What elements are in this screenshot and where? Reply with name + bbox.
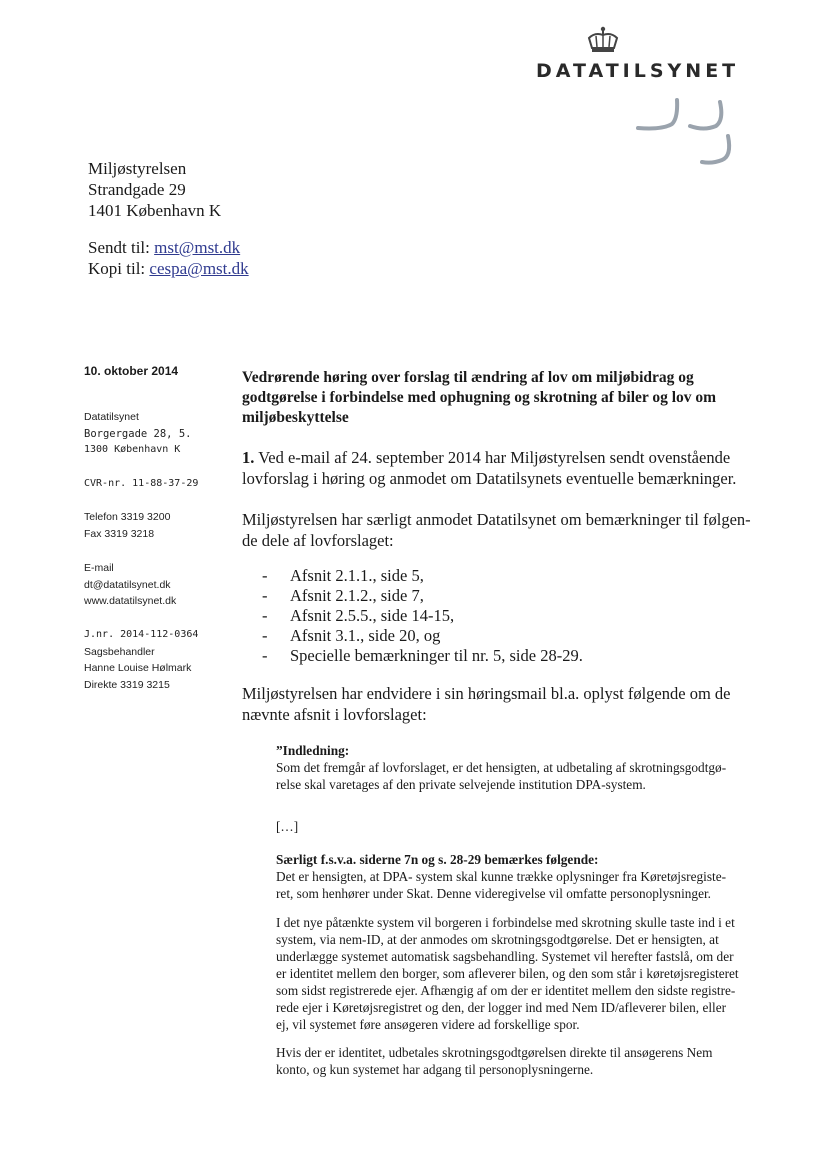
crown-logo-icon [585, 26, 621, 56]
letter-subject [242, 368, 762, 428]
case-direct-phone: Direkte 3319 3215 [84, 678, 170, 691]
list-dash: - [262, 606, 268, 625]
recipient-name: Miljøstyrelsen [88, 159, 187, 178]
quote-line: Det er hensigten, at DPA- system skal kunne trække oplysninger fra Køretøjsregiste- [276, 869, 727, 884]
quote-line: konto, og kun systemet har adgang til personoplysningerne. [276, 1062, 594, 1077]
quote-line: system, via nem-ID, at der anmodes om skrotningsgodtgørelse. Det er hensigten, at [276, 932, 719, 947]
sender-email-label: E-mail [84, 562, 114, 574]
sender-phone: Telefon 3319 3200 [84, 511, 171, 523]
case-info-block [84, 627, 198, 693]
sent-email-link[interactable]: mst@mst.dk [154, 238, 241, 257]
subject-line-2: godtgørelse i forbindelse med ophugning og skrotning af biler og lov om [242, 389, 717, 406]
sender-org: Datatilsynet [84, 411, 139, 423]
p3-line-1: Miljøstyrelsen har endvidere i sin høringsmail bl.a. oplyst følgende om de [242, 684, 731, 703]
quote-line: ret, som henhører under Skat. Denne videregivelse vil omfatte personoplysninger. [276, 886, 711, 901]
quote-line: relse skal varetages af den private selvejende institution DPA-system. [276, 777, 646, 792]
list-item-text: Specielle bemærkninger til nr. 5, side 28-29. [290, 646, 583, 665]
sender-web: www.datatilsynet.dk [84, 595, 177, 607]
sender-address [84, 409, 191, 459]
quote-line: Hvis der er identitet, udbetales skrotningsgodtgørelsen direkte til ansøgerens Nem [276, 1045, 713, 1060]
p2-line-1: Miljøstyrelsen har særligt anmodet Datatilsynet om bemærkninger til følgen- [242, 510, 751, 529]
recipient-street: Strandgade 29 [88, 180, 186, 199]
list-item-text: Afsnit 3.1., side 20, og [290, 626, 441, 645]
paragraph-2 [242, 510, 762, 551]
p1-line-1: Ved e-mail af 24. september 2014 har Miljøstyrelsen sendt ovenstående [258, 448, 731, 467]
sender-fax: Fax 3319 3218 [84, 527, 155, 540]
quote-intro [276, 742, 766, 793]
quote-ellipsis: […] [276, 819, 299, 834]
list-dash: - [262, 646, 268, 665]
sender-contact-block [84, 560, 176, 610]
list-dash: - [262, 566, 268, 585]
paragraph-3 [242, 684, 762, 725]
copy-label: Kopi til: [88, 259, 146, 278]
p1-line-2: lovforslag i høring og anmodet om Datatilsynets eventuelle bemærkninger. [242, 468, 737, 488]
quote-special [276, 851, 766, 902]
sender-street: Borgergade 28, 5. [84, 427, 192, 440]
list-item [262, 646, 583, 666]
recipient-address [88, 158, 221, 221]
quote-line: I det nye påtænkte system vil borgeren i forbindelse med skrotning skulle taste ind i et [276, 915, 735, 930]
quote-line: som sidst registrerede ejer. Afhængig af om der er identitet mellem den sidste registre- [276, 983, 736, 998]
list-item [262, 606, 583, 626]
case-number: J.nr. 2014-112-0364 [84, 629, 199, 640]
section-list [262, 566, 583, 666]
case-handler-label: Sagsbehandler [84, 645, 155, 658]
list-item [262, 626, 583, 646]
sent-block [88, 237, 249, 279]
p2-line-2: de dele af lovforslaget: [242, 530, 394, 550]
sent-label: Sendt til: [88, 238, 150, 257]
list-item-text: Afsnit 2.1.1., side 5, [290, 566, 424, 585]
paragraph-number: 1. [242, 448, 255, 467]
list-dash: - [262, 626, 268, 645]
letter-date: 10. oktober 2014 [84, 364, 179, 378]
sender-phone-block [84, 509, 170, 542]
subject-line-3: miljøbeskyttelse [242, 409, 349, 426]
case-handler-name: Hanne Louise Hølmark [84, 662, 192, 674]
sender-email: dt@datatilsynet.dk [84, 578, 171, 591]
copy-email-link[interactable]: cespa@mst.dk [149, 259, 249, 278]
list-item [262, 586, 583, 606]
list-dash: - [262, 586, 268, 605]
recipient-city: 1401 København K [88, 201, 222, 220]
subject-line-1: Vedrørende høring over forslag til ændring af lov om miljøbidrag og [242, 369, 694, 386]
quote-identity [276, 1044, 766, 1078]
quote-system [276, 914, 766, 1033]
paragraph-1 [242, 448, 762, 489]
list-item [262, 566, 583, 586]
handwritten-marks-icon [632, 96, 742, 176]
quote-line: ej, vil systemet føre ansøgeren videre ad forskellige spor. [276, 1017, 580, 1032]
sender-city: 1300 København K [84, 444, 181, 455]
p3-line-2: nævnte afsnit i lovforslaget: [242, 704, 427, 724]
quote-line: rede ejer i Køretøjsregistret og den, der logger ind med Nem ID/afleverer bilen, eller [276, 1000, 727, 1015]
quote-line: er identitet mellem den borger, som afleverer bilen, og den som står i køretøjsregisteret [276, 966, 739, 981]
quote-heading-intro: ”Indledning: [276, 743, 350, 758]
list-item-text: Afsnit 2.1.2., side 7, [290, 586, 424, 605]
sender-cvr: CVR-nr. 11-88-37-29 [84, 478, 199, 489]
list-item-text: Afsnit 2.5.5., side 14-15, [290, 606, 455, 625]
quote-heading-special: Særligt f.s.v.a. siderne 7n og s. 28-29 bemærkes følgende: [276, 852, 599, 867]
logo-wordmark: DATATILSYNET [536, 60, 740, 82]
quote-line: underlægge systemet automatisk sagsbehandling. Systemet vil herefter fastslå, om der [276, 949, 734, 964]
quote-line: Som det fremgår af lovforslaget, er det hensigten, at udbetaling af skrotningsgodtgø- [276, 760, 727, 775]
